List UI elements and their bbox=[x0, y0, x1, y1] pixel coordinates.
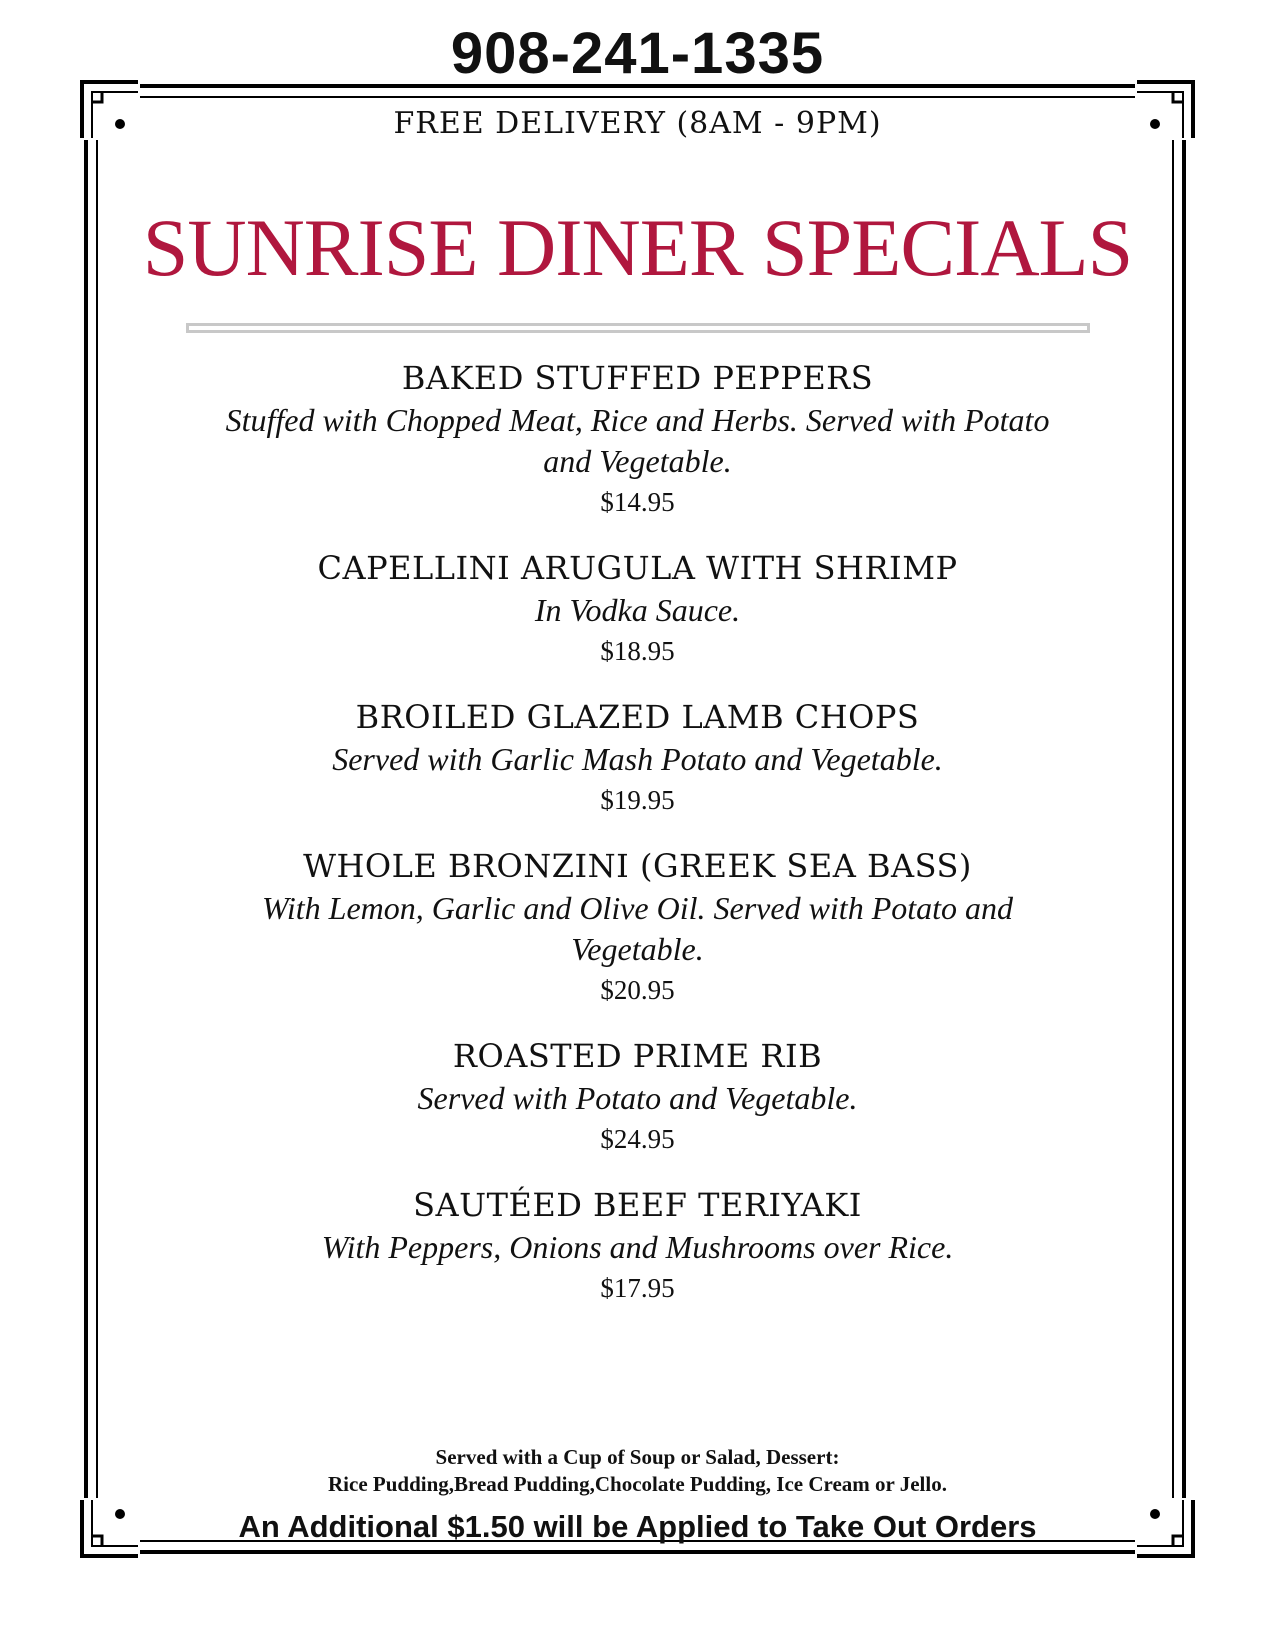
menu-item-price: $18.95 bbox=[600, 636, 675, 666]
takeout-surcharge-note: An Additional $1.50 will be Applied to Take Out Orders bbox=[238, 1509, 1037, 1544]
menu-item-description: With Lemon, Garlic and Olive Oil. Served with Potato and Vegetable. bbox=[261, 890, 1014, 967]
menu-item bbox=[200, 695, 1075, 820]
menu-item-price: $17.95 bbox=[600, 1273, 675, 1303]
menu-item bbox=[200, 546, 1075, 671]
menu-item-name: ROASTED PRIME RIB bbox=[452, 1037, 823, 1075]
menu-item bbox=[200, 844, 1075, 1010]
served-with-note bbox=[0, 1444, 1275, 1498]
menu-title: SUNRISE DINER SPECIALS bbox=[142, 202, 1133, 293]
menu-item-description: Served with Garlic Mash Potato and Vegetable. bbox=[332, 741, 943, 777]
menu-item-price: $20.95 bbox=[600, 975, 675, 1005]
dessert-options-line: Rice Pudding,Bread Pudding,Chocolate Pudding, Ice Cream or Jello. bbox=[328, 1472, 947, 1496]
menu-item bbox=[200, 1183, 1075, 1308]
menu-item-description: Stuffed with Chopped Meat, Rice and Herbs. Served with Potato and Vegetable. bbox=[225, 402, 1050, 479]
menu-item-description: Served with Potato and Vegetable. bbox=[417, 1080, 858, 1116]
menu-item-name: BAKED STUFFED PEPPERS bbox=[401, 359, 874, 397]
served-with-line: Served with a Cup of Soup or Salad, Dessert: bbox=[435, 1445, 840, 1469]
menu-item-name: SAUTÉED BEEF TERIYAKI bbox=[413, 1186, 862, 1224]
menu-item-price: $24.95 bbox=[600, 1124, 675, 1154]
menu-item-price: $19.95 bbox=[600, 785, 675, 815]
delivery-info: FREE DELIVERY (8AM - 9PM) bbox=[393, 106, 882, 141]
menu-item bbox=[200, 1034, 1075, 1159]
menu-item-description: With Peppers, Onions and Mushrooms over Rice. bbox=[321, 1229, 954, 1265]
menu-item-description: In Vodka Sauce. bbox=[534, 592, 741, 628]
menu-item-name: WHOLE BRONZINI (GREEK SEA BASS) bbox=[303, 847, 972, 885]
menu-item-name: CAPELLINI ARUGULA WITH SHRIMP bbox=[317, 549, 958, 587]
menu-item bbox=[200, 356, 1075, 522]
phone-number: 908-241-1335 bbox=[450, 21, 825, 86]
title-divider bbox=[186, 323, 1090, 333]
specials-list bbox=[200, 356, 1075, 1332]
menu-item-price: $14.95 bbox=[600, 487, 675, 517]
menu-item-name: BROILED GLAZED LAMB CHOPS bbox=[355, 698, 920, 736]
